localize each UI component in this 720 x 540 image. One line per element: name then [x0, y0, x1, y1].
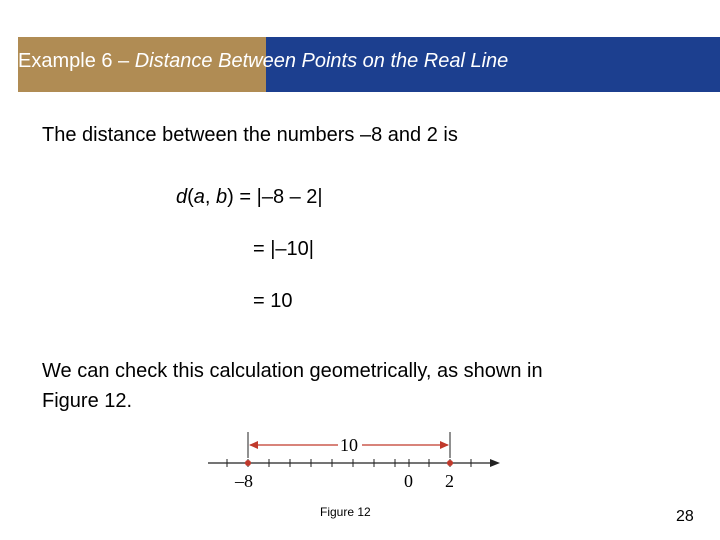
title-italic: Distance Between Points on the Real Line	[134, 50, 509, 72]
arrow-right-head	[440, 441, 449, 449]
number-line-figure	[200, 428, 510, 494]
point-2	[447, 460, 453, 466]
eq-comma: ,	[204, 186, 217, 208]
slide-title	[18, 50, 508, 73]
eq-open-paren: (	[187, 186, 194, 208]
tick-label-minus-8: –8	[235, 471, 253, 491]
distance-label: 10	[340, 435, 358, 455]
arrow-left-head	[249, 441, 258, 449]
eq-a: a	[193, 186, 205, 208]
point-minus-8	[245, 460, 251, 466]
eq-rhs: ) = |–8 – 2|	[227, 186, 323, 208]
page-number: 28	[676, 508, 694, 525]
equation-line-2: = |–10|	[253, 238, 314, 260]
equation-line-1	[176, 186, 323, 209]
equation-line-3: = 10	[253, 290, 293, 312]
number-line-arrow	[490, 459, 500, 467]
title-prefix: Example 6 –	[18, 50, 135, 72]
tick-label-2: 2	[445, 471, 454, 491]
check-text-line-1: We can check this calculation geometrically, as shown in	[42, 360, 543, 382]
figure-caption: Figure 12	[320, 505, 371, 519]
check-text-line-2: Figure 12.	[42, 390, 133, 412]
intro-text: The distance between the numbers –8 and 2 is	[42, 124, 458, 146]
eq-b: b	[216, 186, 228, 208]
eq-d: d	[176, 186, 188, 208]
tick-label-0: 0	[404, 471, 413, 491]
